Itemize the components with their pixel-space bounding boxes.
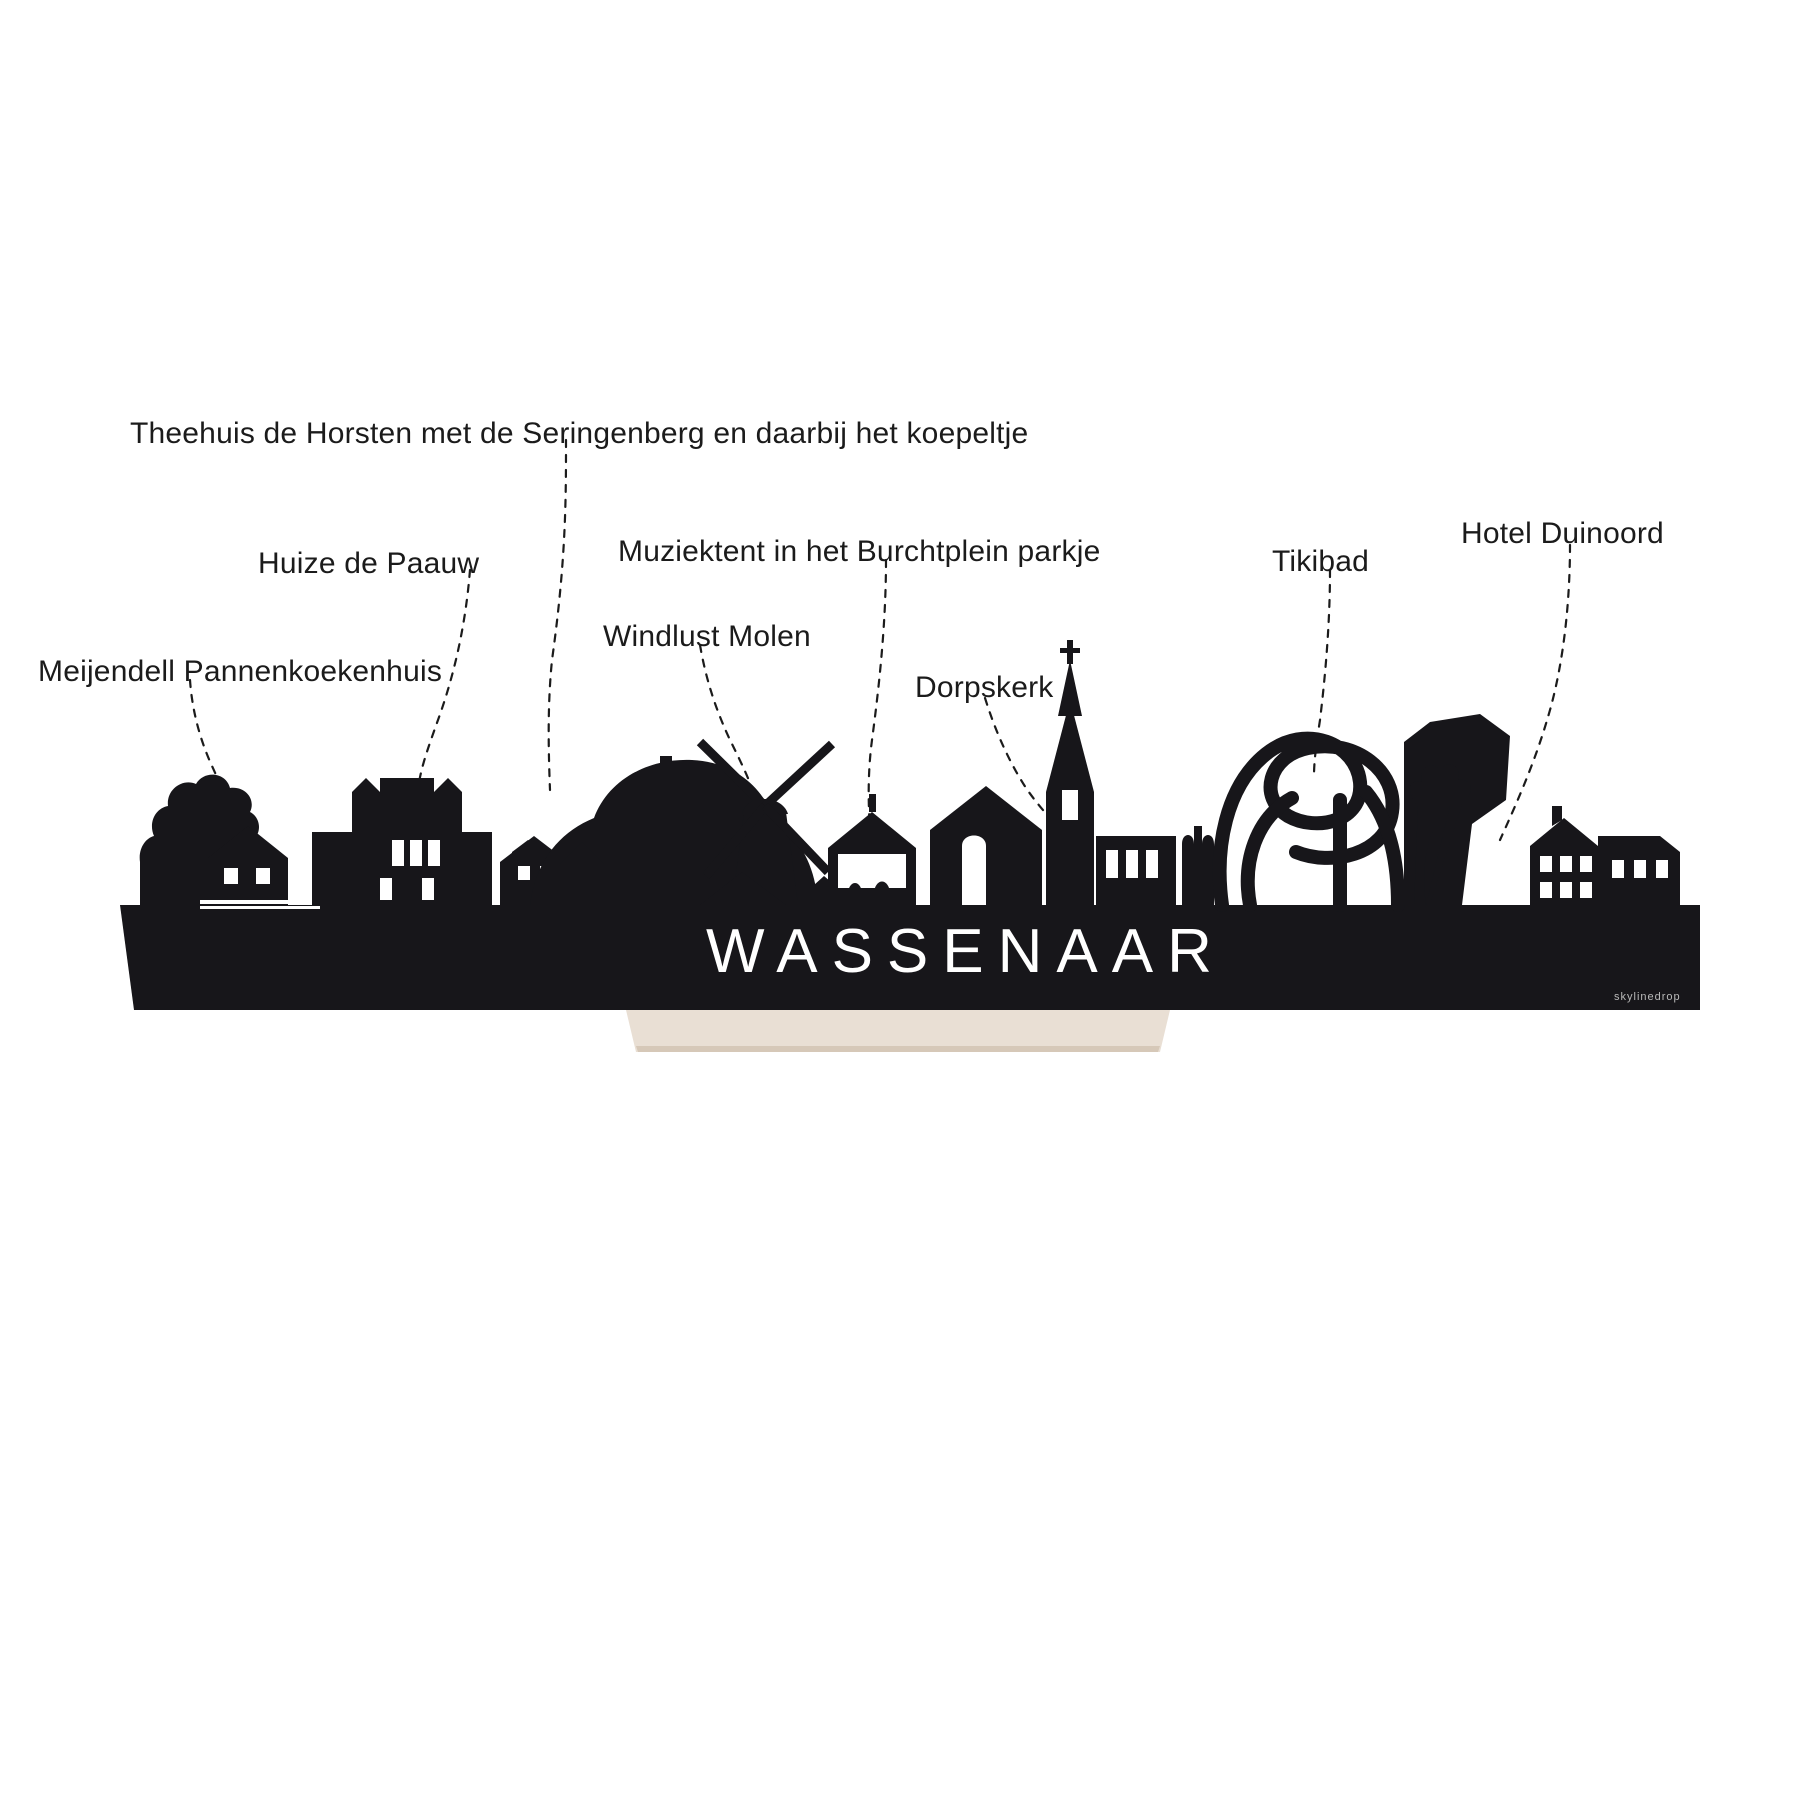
pancake-house-terrace-line (200, 900, 296, 904)
display-base (626, 1010, 1170, 1052)
annotation-hotel-duinoord: Hotel Duinoord (1461, 517, 1664, 550)
dorpskerk-cross (1060, 640, 1080, 664)
muziektent-open-side (838, 854, 906, 892)
pancake-house-window-right (256, 868, 270, 884)
annotation-theehuis: Theehuis de Horsten met de Seringenberg en daarbij het koepeltje (130, 417, 1029, 450)
leader-line-theehuis (549, 440, 566, 790)
paauw-portico-fill (392, 878, 422, 900)
paauw-window-3 (428, 840, 440, 866)
dorpskerk-annex-windows (1106, 850, 1158, 878)
church-tower-small (1182, 826, 1214, 905)
brand-mark: skylinedrop (1614, 991, 1681, 1003)
annotation-meijendell: Meijendell Pannenkoekenhuis (38, 655, 443, 688)
theehuis-chimney (660, 756, 672, 802)
tikibad-slides (1220, 739, 1398, 905)
leader-line-muziektent (869, 560, 886, 830)
village-window-a (518, 866, 530, 880)
dorpskerk-nave-window (962, 836, 986, 906)
paauw-plinth-line (200, 906, 320, 909)
muziektent-rail (838, 888, 906, 893)
leader-line-hotel-duinoord (1500, 545, 1570, 840)
base-plate-edge (636, 1046, 1160, 1052)
annotation-dorpskerk: Dorpskerk (915, 671, 1054, 704)
city-wordmark: WASSENAAR (706, 917, 1226, 986)
paauw-window-1 (392, 840, 404, 866)
muziektent-finial (869, 794, 876, 812)
annotation-windlust-molen: Windlust Molen (603, 620, 811, 653)
muziektent-roof (828, 812, 916, 848)
base-plate (626, 1010, 1170, 1052)
annotation-huize-de-paauw: Huize de Paauw (258, 547, 480, 580)
annotation-tikibad: Tikibad (1272, 545, 1369, 578)
annotation-muziektent: Muziektent in het Burchtplein parkje (618, 535, 1101, 568)
dorpskerk-tower-window (1062, 790, 1078, 820)
pancake-house-window-left (224, 868, 238, 884)
dorpskerk-spire (1058, 660, 1082, 716)
paauw-window-2 (410, 840, 422, 866)
